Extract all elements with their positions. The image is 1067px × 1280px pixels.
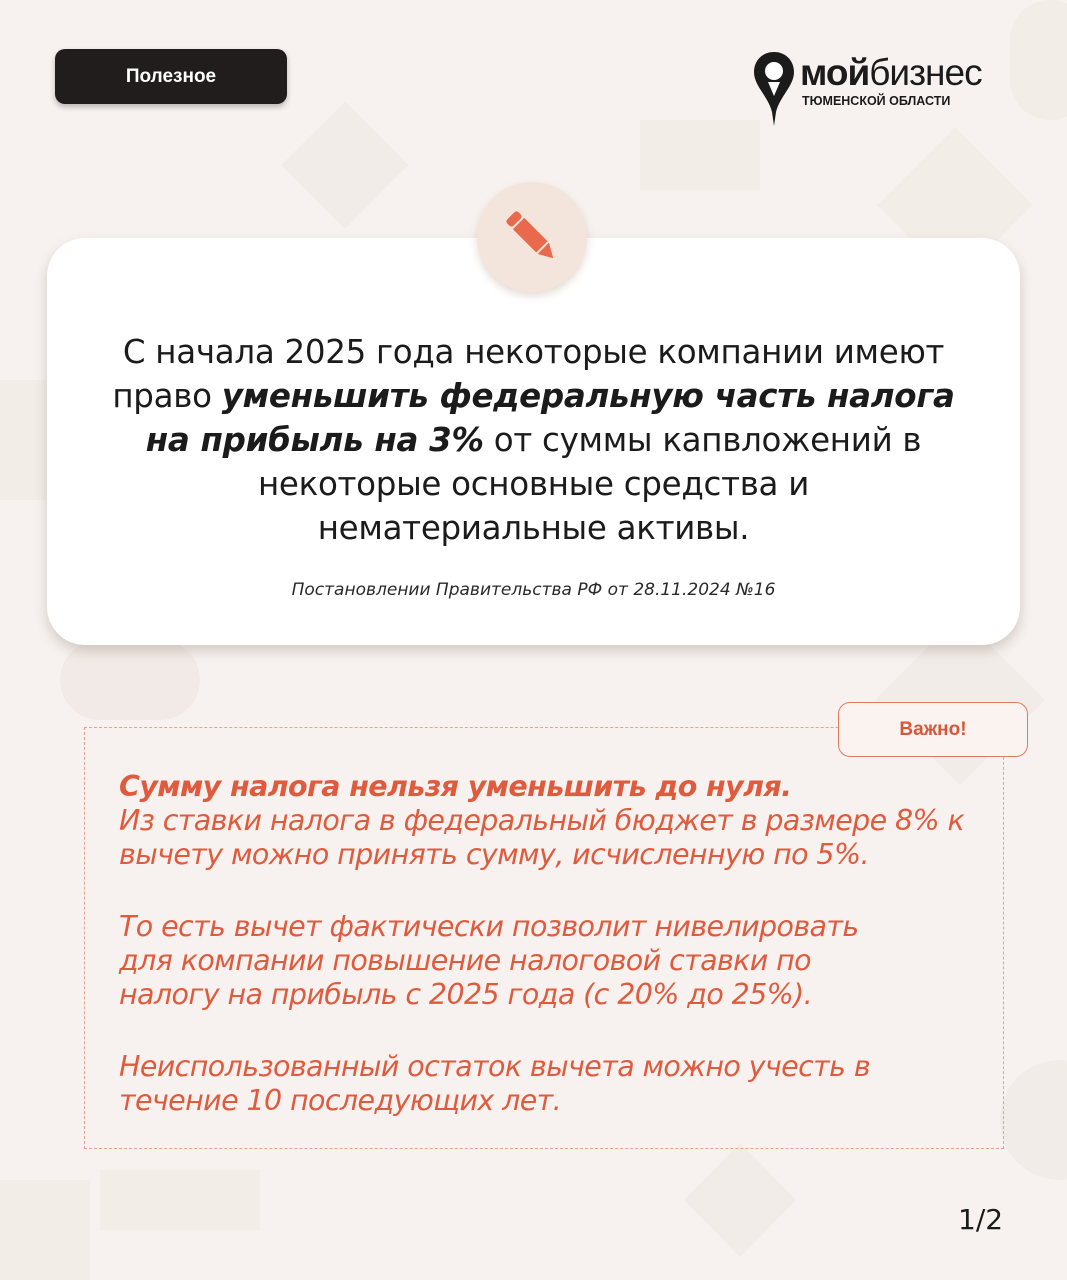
brand-logo xyxy=(752,50,1022,130)
important-badge-label: Важно! xyxy=(899,718,967,740)
logo-subtitle: ТЮМЕНСКОЙ ОБЛАСТИ xyxy=(802,94,951,108)
category-tag-label: Полезное xyxy=(125,65,217,87)
location-pin-icon xyxy=(752,50,796,130)
category-tag xyxy=(55,49,287,104)
logo-brand-text: мойбизнес xyxy=(800,52,982,93)
highlight-text: уменьшить федеральную часть налога на прибыль на 3% xyxy=(145,377,955,459)
card-main-text: С начала 2025 года некоторые компании имеют право уменьшить федеральную часть налога на прибыль на 3% от суммы капвложений в некоторые основные средства и нематериальные активы. xyxy=(112,333,955,547)
card-source: Постановлении Правительства РФ от 28.11.2024 №16 xyxy=(291,580,776,600)
page-indicator: 1/2 xyxy=(958,1203,1004,1236)
important-paragraph-2: То есть вычет фактически позволит нивелировать для компании повышение налоговой ставки по налогу на прибыль с 2025 года (с 20% до 25%). xyxy=(119,910,859,1011)
important-heading: Сумму налога нельзя уменьшить до нуля. xyxy=(119,770,792,803)
pencil-badge xyxy=(477,182,587,292)
important-badge xyxy=(838,702,1028,757)
important-paragraph-1: Сумму налога нельзя уменьшить до нуля. Из ставки налога в федеральный бюджет в размере 8% к вычету можно принять сумму, исчисленную по 5%. xyxy=(119,770,965,871)
pencil-icon xyxy=(500,205,564,269)
important-paragraph-3: Неиспользованный остаток вычета можно учесть в течение 10 последующих лет. xyxy=(119,1050,871,1117)
